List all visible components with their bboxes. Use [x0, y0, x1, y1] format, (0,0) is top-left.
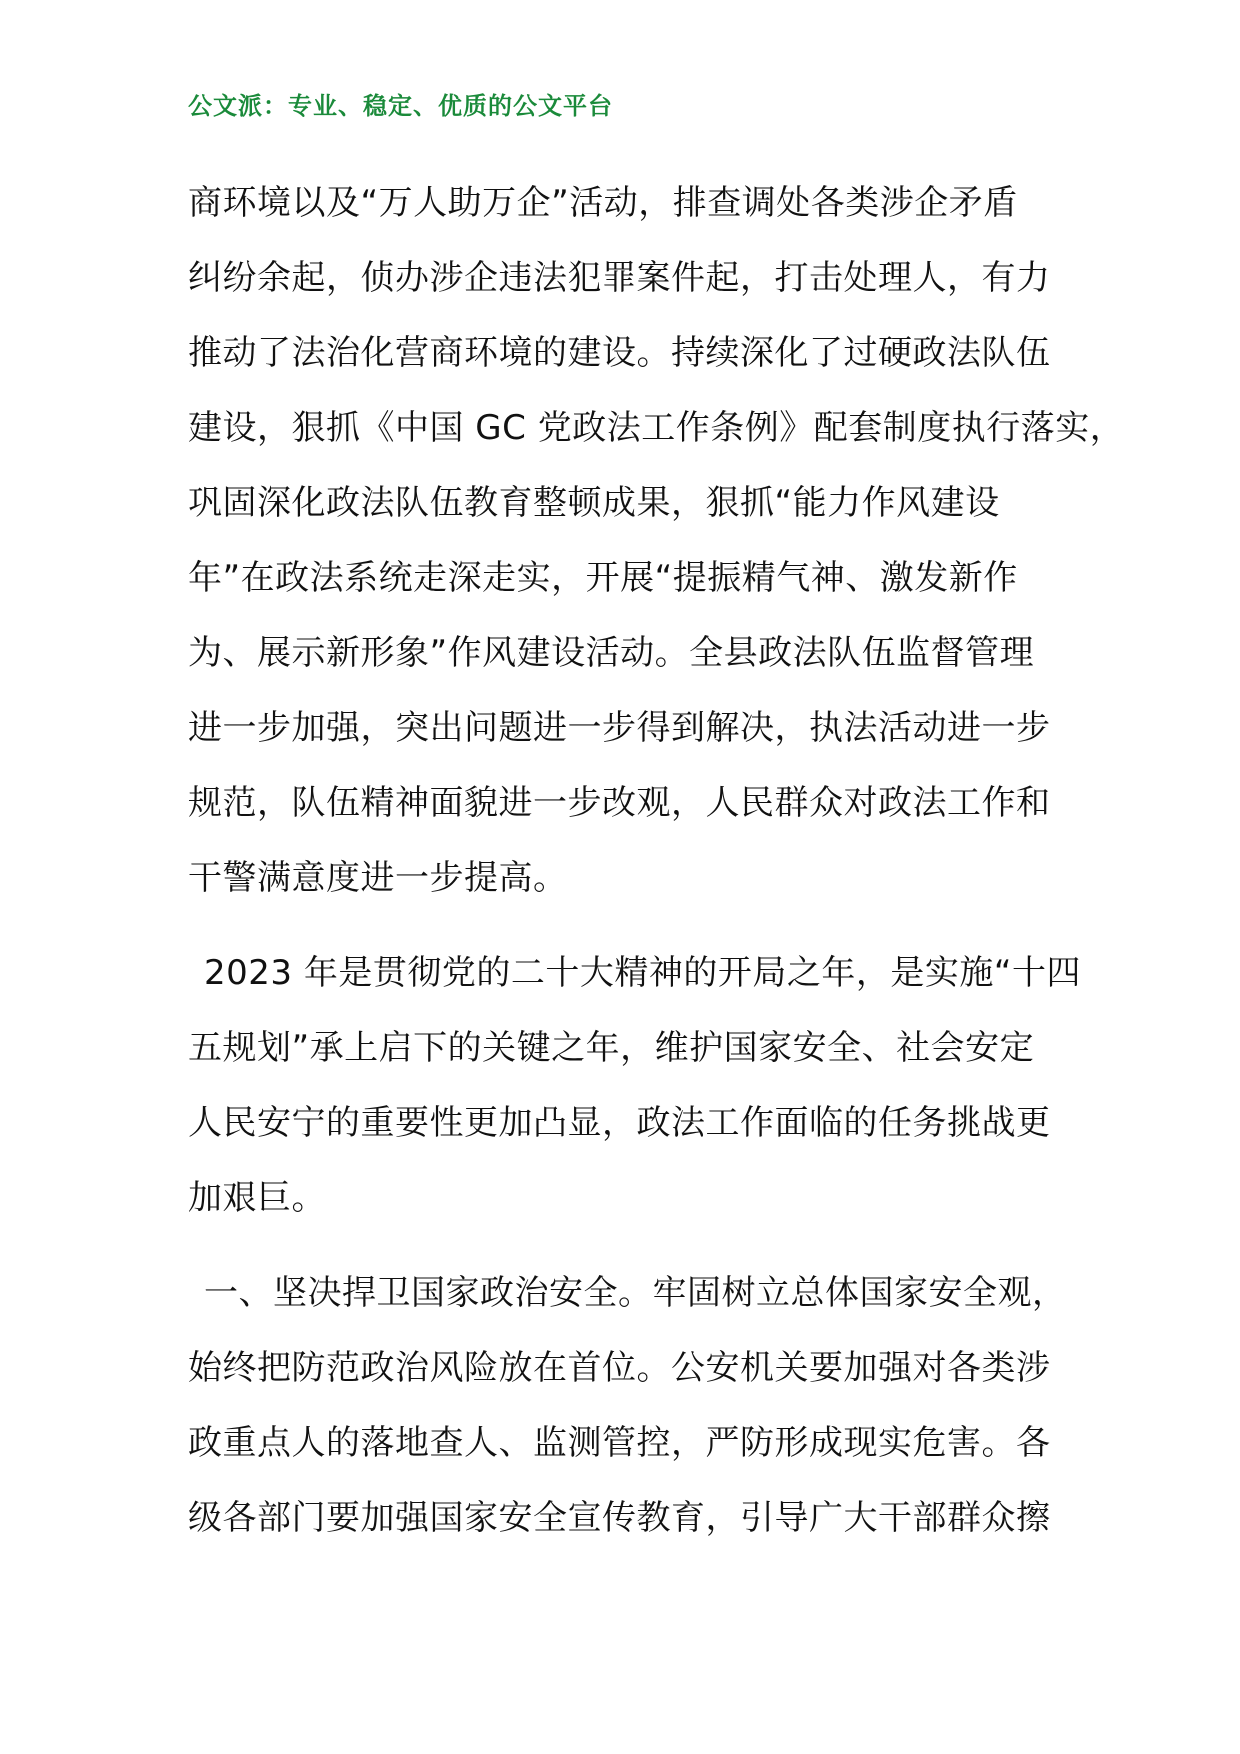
- text-line: 年”在政法系统走深走实，开展“提振精气神、激发新作: [188, 558, 1018, 598]
- text-line: 政重点人的落地查人、监测管控，严防形成现实危害。各: [188, 1423, 1051, 1463]
- text-line: 人民安宁的重要性更加凸显，政法工作面临的任务挑战更: [188, 1103, 1051, 1143]
- text-line: 加艰巨。: [188, 1178, 326, 1218]
- header-banner: 公文派：专业、稳定、优质的公文平台: [188, 92, 613, 120]
- text-line: 商环境以及“万人助万企”活动，排查调处各类涉企矛盾: [188, 183, 1018, 223]
- paragraph-gap: [188, 1236, 1068, 1256]
- text-line: 规范，队伍精神面貌进一步改观，人民群众对政法工作和: [188, 783, 1051, 823]
- text-line: 2023 年是贯彻党的二十大精神的开局之年，是实施“十四: [204, 953, 1081, 993]
- text-line: 干警满意度进一步提高。: [188, 858, 568, 898]
- text-line: 始终把防范政治风险放在首位。公安机关要加强对各类涉: [188, 1348, 1051, 1388]
- text-line: 级各部门要加强国家安全宣传教育，引导广大干部群众擦: [188, 1498, 1051, 1538]
- text-line: 进一步加强，突出问题进一步得到解决，执法活动进一步: [188, 708, 1051, 748]
- text-line: 为、展示新形象”作风建设活动。全县政法队伍监督管理: [188, 633, 1035, 673]
- paragraph-3: [188, 1256, 1068, 1556]
- text-line: 五规划”承上启下的关键之年，维护国家安全、社会安定: [188, 1028, 1035, 1068]
- text-line: 推动了法治化营商环境的建设。持续深化了过硬政法队伍: [188, 333, 1051, 373]
- document-body: [188, 166, 1125, 1556]
- text-line: 一、坚决捍卫国家政治安全。牢固树立总体国家安全观，: [204, 1273, 1067, 1313]
- text-line: 建设，狠抓《中国 GC 党政法工作条例》配套制度执行落实，: [188, 408, 1125, 448]
- paragraph-1: [188, 166, 1125, 916]
- text-line: 纠纷余起，侦办涉企违法犯罪案件起，打击处理人，有力: [188, 258, 1051, 298]
- paragraph-gap: [188, 916, 1068, 936]
- text-line: 巩固深化政法队伍教育整顿成果，狠抓“能力作风建设: [188, 483, 1000, 523]
- paragraph-2: [188, 936, 1081, 1236]
